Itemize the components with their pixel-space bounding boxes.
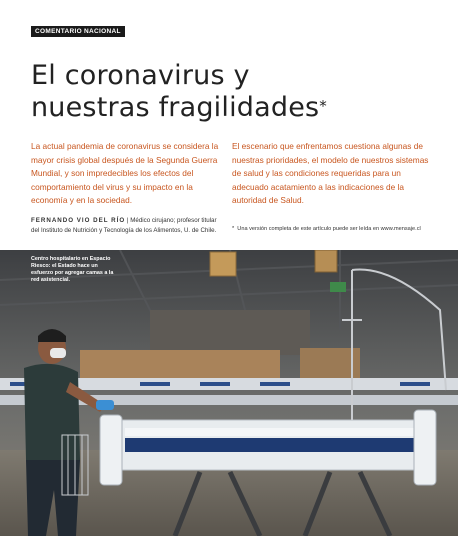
photo-caption: Centro hospitalario en Espacio Riesco: el Estado hace un esfuerzo por agregar camas a la red asistencial. — [31, 256, 114, 283]
lead-paragraph-left: La actual pandemia de coronavirus se considera la mayor crisis global después de la Segunda Guerra Mundial, y son impredecibles los efectos del comportamiento del virus y su impacto en la economía y en la sociedad. — [31, 141, 219, 206]
photo-illustration — [0, 250, 458, 536]
author-bio: Médico cirujano; profesor titular del Instituto de Nutrición y Tecnología de los Alimentos, U. de Chile. — [31, 217, 217, 234]
title-line-2-text: nuestras fragilidades — [31, 92, 320, 123]
lead-paragraph-right: El escenario que enfrentamos cuestiona algunas de nuestras prioridades, el modelo de nuestros sistemas de salud y las condiciones requeridas para un adecuado acatamiento a las indicaciones de la autoridad de Salud. — [232, 141, 429, 206]
author-name: FERNANDO VIO DEL RÍO — [31, 217, 126, 224]
footnote-mark: * — [232, 226, 235, 232]
author-credit — [31, 216, 221, 235]
author-separator: | — [126, 217, 129, 224]
title-line-1: El coronavirus y — [31, 60, 250, 91]
footnote-text: Una versión completa de este artículo puede ser leída en www.mensaje.cl — [237, 226, 421, 232]
section-tag: COMENTARIO NACIONAL — [31, 26, 125, 37]
title-footnote-mark: * — [319, 97, 327, 115]
article-title — [31, 60, 431, 124]
hospital-bed-photo — [0, 250, 458, 536]
title-line-2 — [31, 92, 431, 124]
footnote — [232, 226, 432, 232]
